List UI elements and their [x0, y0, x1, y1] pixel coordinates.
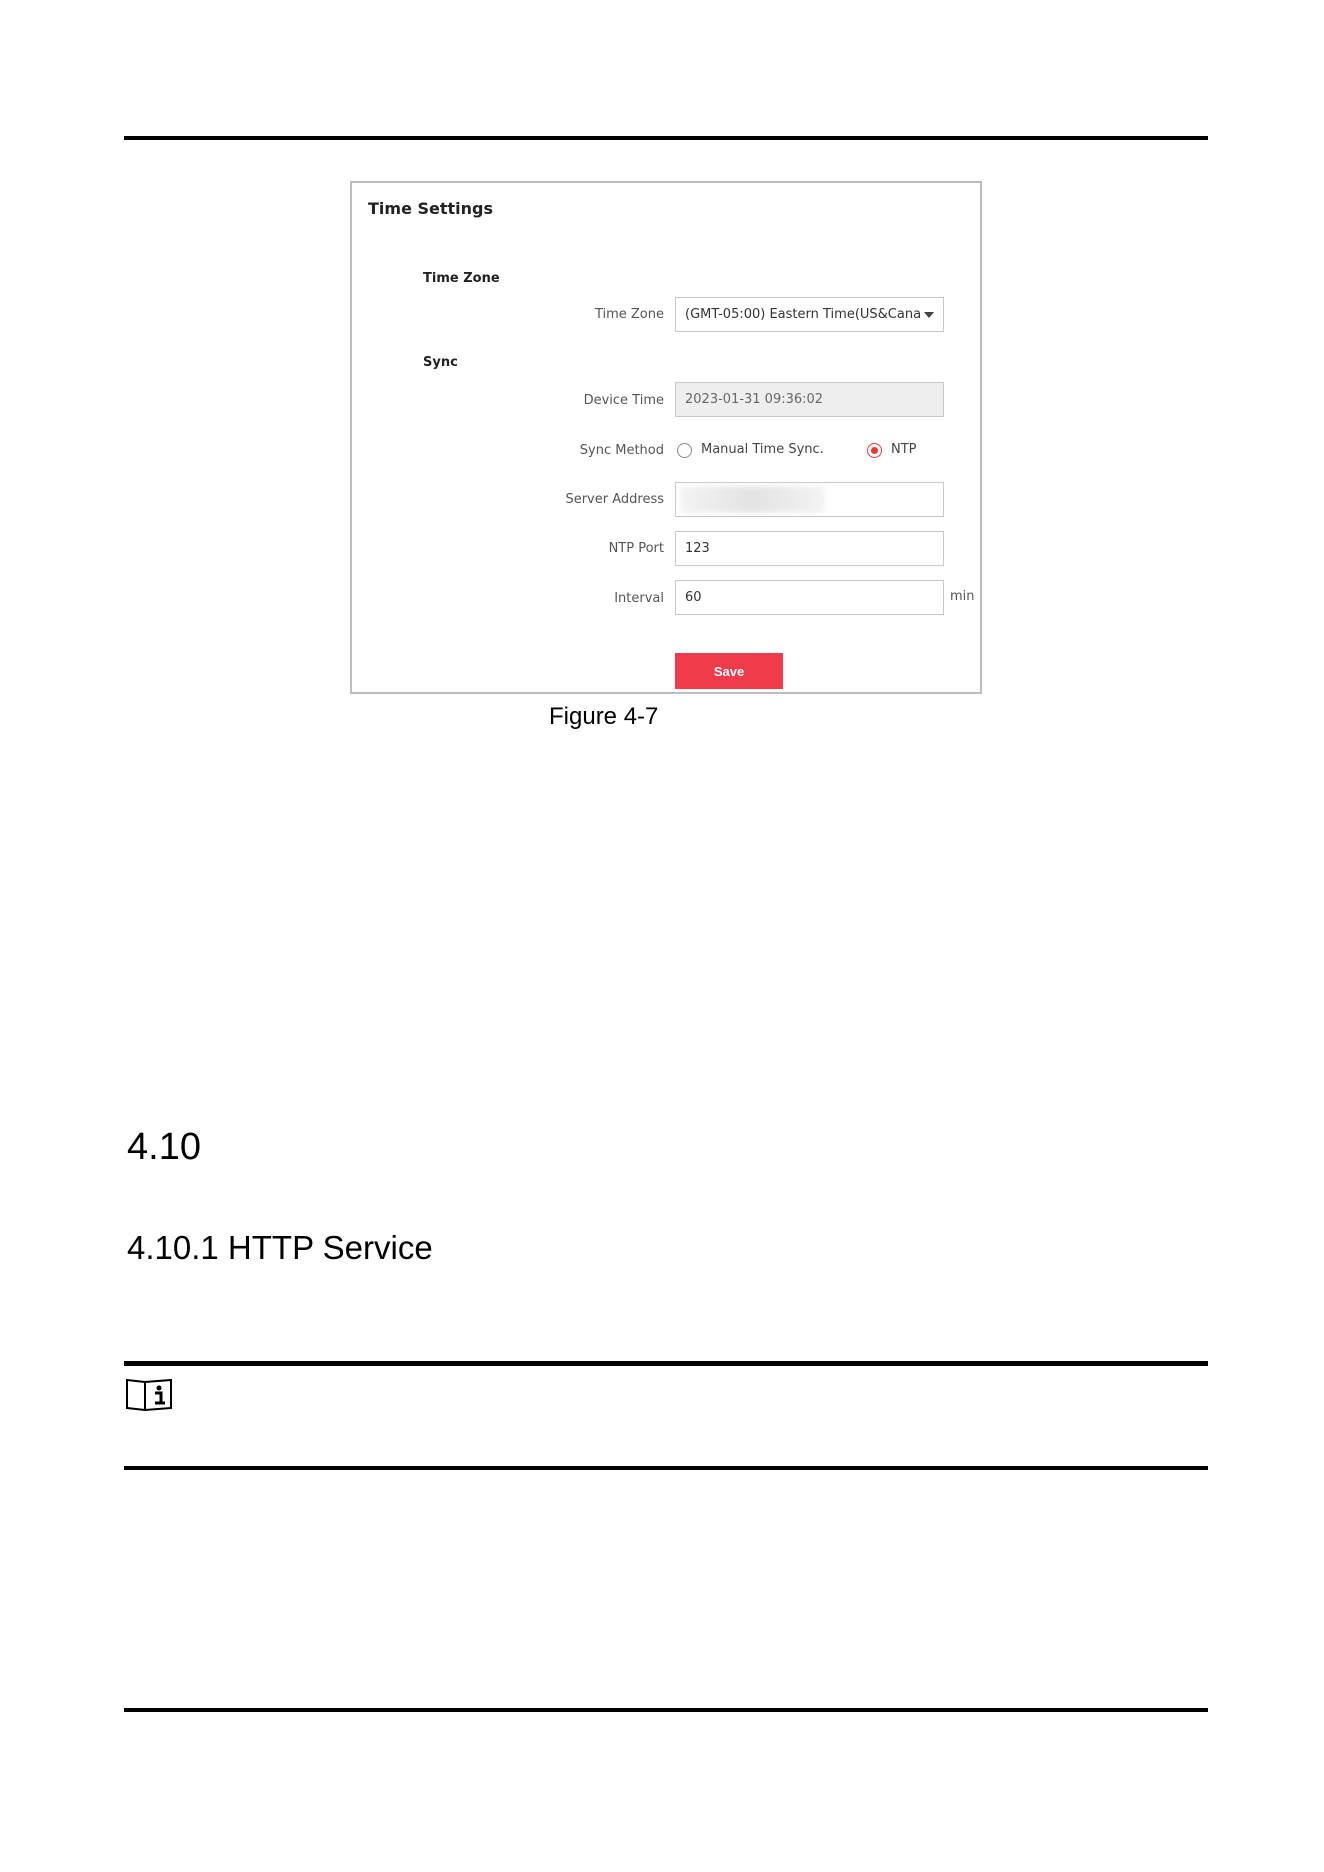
interval-unit: min: [950, 589, 975, 604]
time-zone-value: (GMT-05:00) Eastern Time(US&Cana: [685, 307, 922, 322]
ntp-label[interactable]: NTP: [891, 442, 917, 457]
note-info-icon: [124, 1377, 174, 1413]
manual-sync-radio[interactable]: [677, 443, 692, 458]
note-bottom-rule: [124, 1466, 1208, 1470]
ntp-port-label: NTP Port: [608, 541, 664, 556]
time-settings-panel: [350, 181, 982, 694]
section-heading: 4.10: [127, 1126, 201, 1168]
device-time-value: 2023-01-31 09:36:02: [685, 392, 824, 407]
time-zone-section-title: Time Zone: [423, 271, 500, 286]
subsection-heading: 4.10.1 HTTP Service: [127, 1229, 433, 1266]
ntp-port-input[interactable]: [675, 531, 944, 566]
note-top-rule: [124, 1361, 1208, 1366]
ntp-radio[interactable]: [867, 443, 882, 458]
header-rule: [124, 136, 1208, 140]
sync-method-label: Sync Method: [579, 443, 664, 458]
figure-caption: Figure 4-7: [549, 703, 659, 730]
manual-sync-label[interactable]: Manual Time Sync.: [701, 442, 824, 457]
device-time-label: Device Time: [583, 393, 664, 408]
interval-label: Interval: [614, 591, 664, 606]
interval-input[interactable]: [675, 580, 944, 615]
save-button[interactable]: Save: [675, 653, 783, 689]
chevron-down-icon: [924, 312, 934, 318]
interval-value: 60: [685, 590, 702, 605]
ntp-port-value: 123: [685, 541, 710, 556]
server-address-label: Server Address: [565, 492, 664, 507]
server-address-input[interactable]: [675, 482, 944, 517]
device-time-field: [675, 382, 944, 417]
time-zone-select[interactable]: [675, 297, 944, 332]
redacted-value: [680, 486, 825, 513]
footer-rule: [124, 1708, 1208, 1712]
time-zone-label: Time Zone: [594, 307, 664, 322]
sync-section-title: Sync: [423, 355, 458, 370]
panel-title: Time Settings: [368, 199, 494, 218]
